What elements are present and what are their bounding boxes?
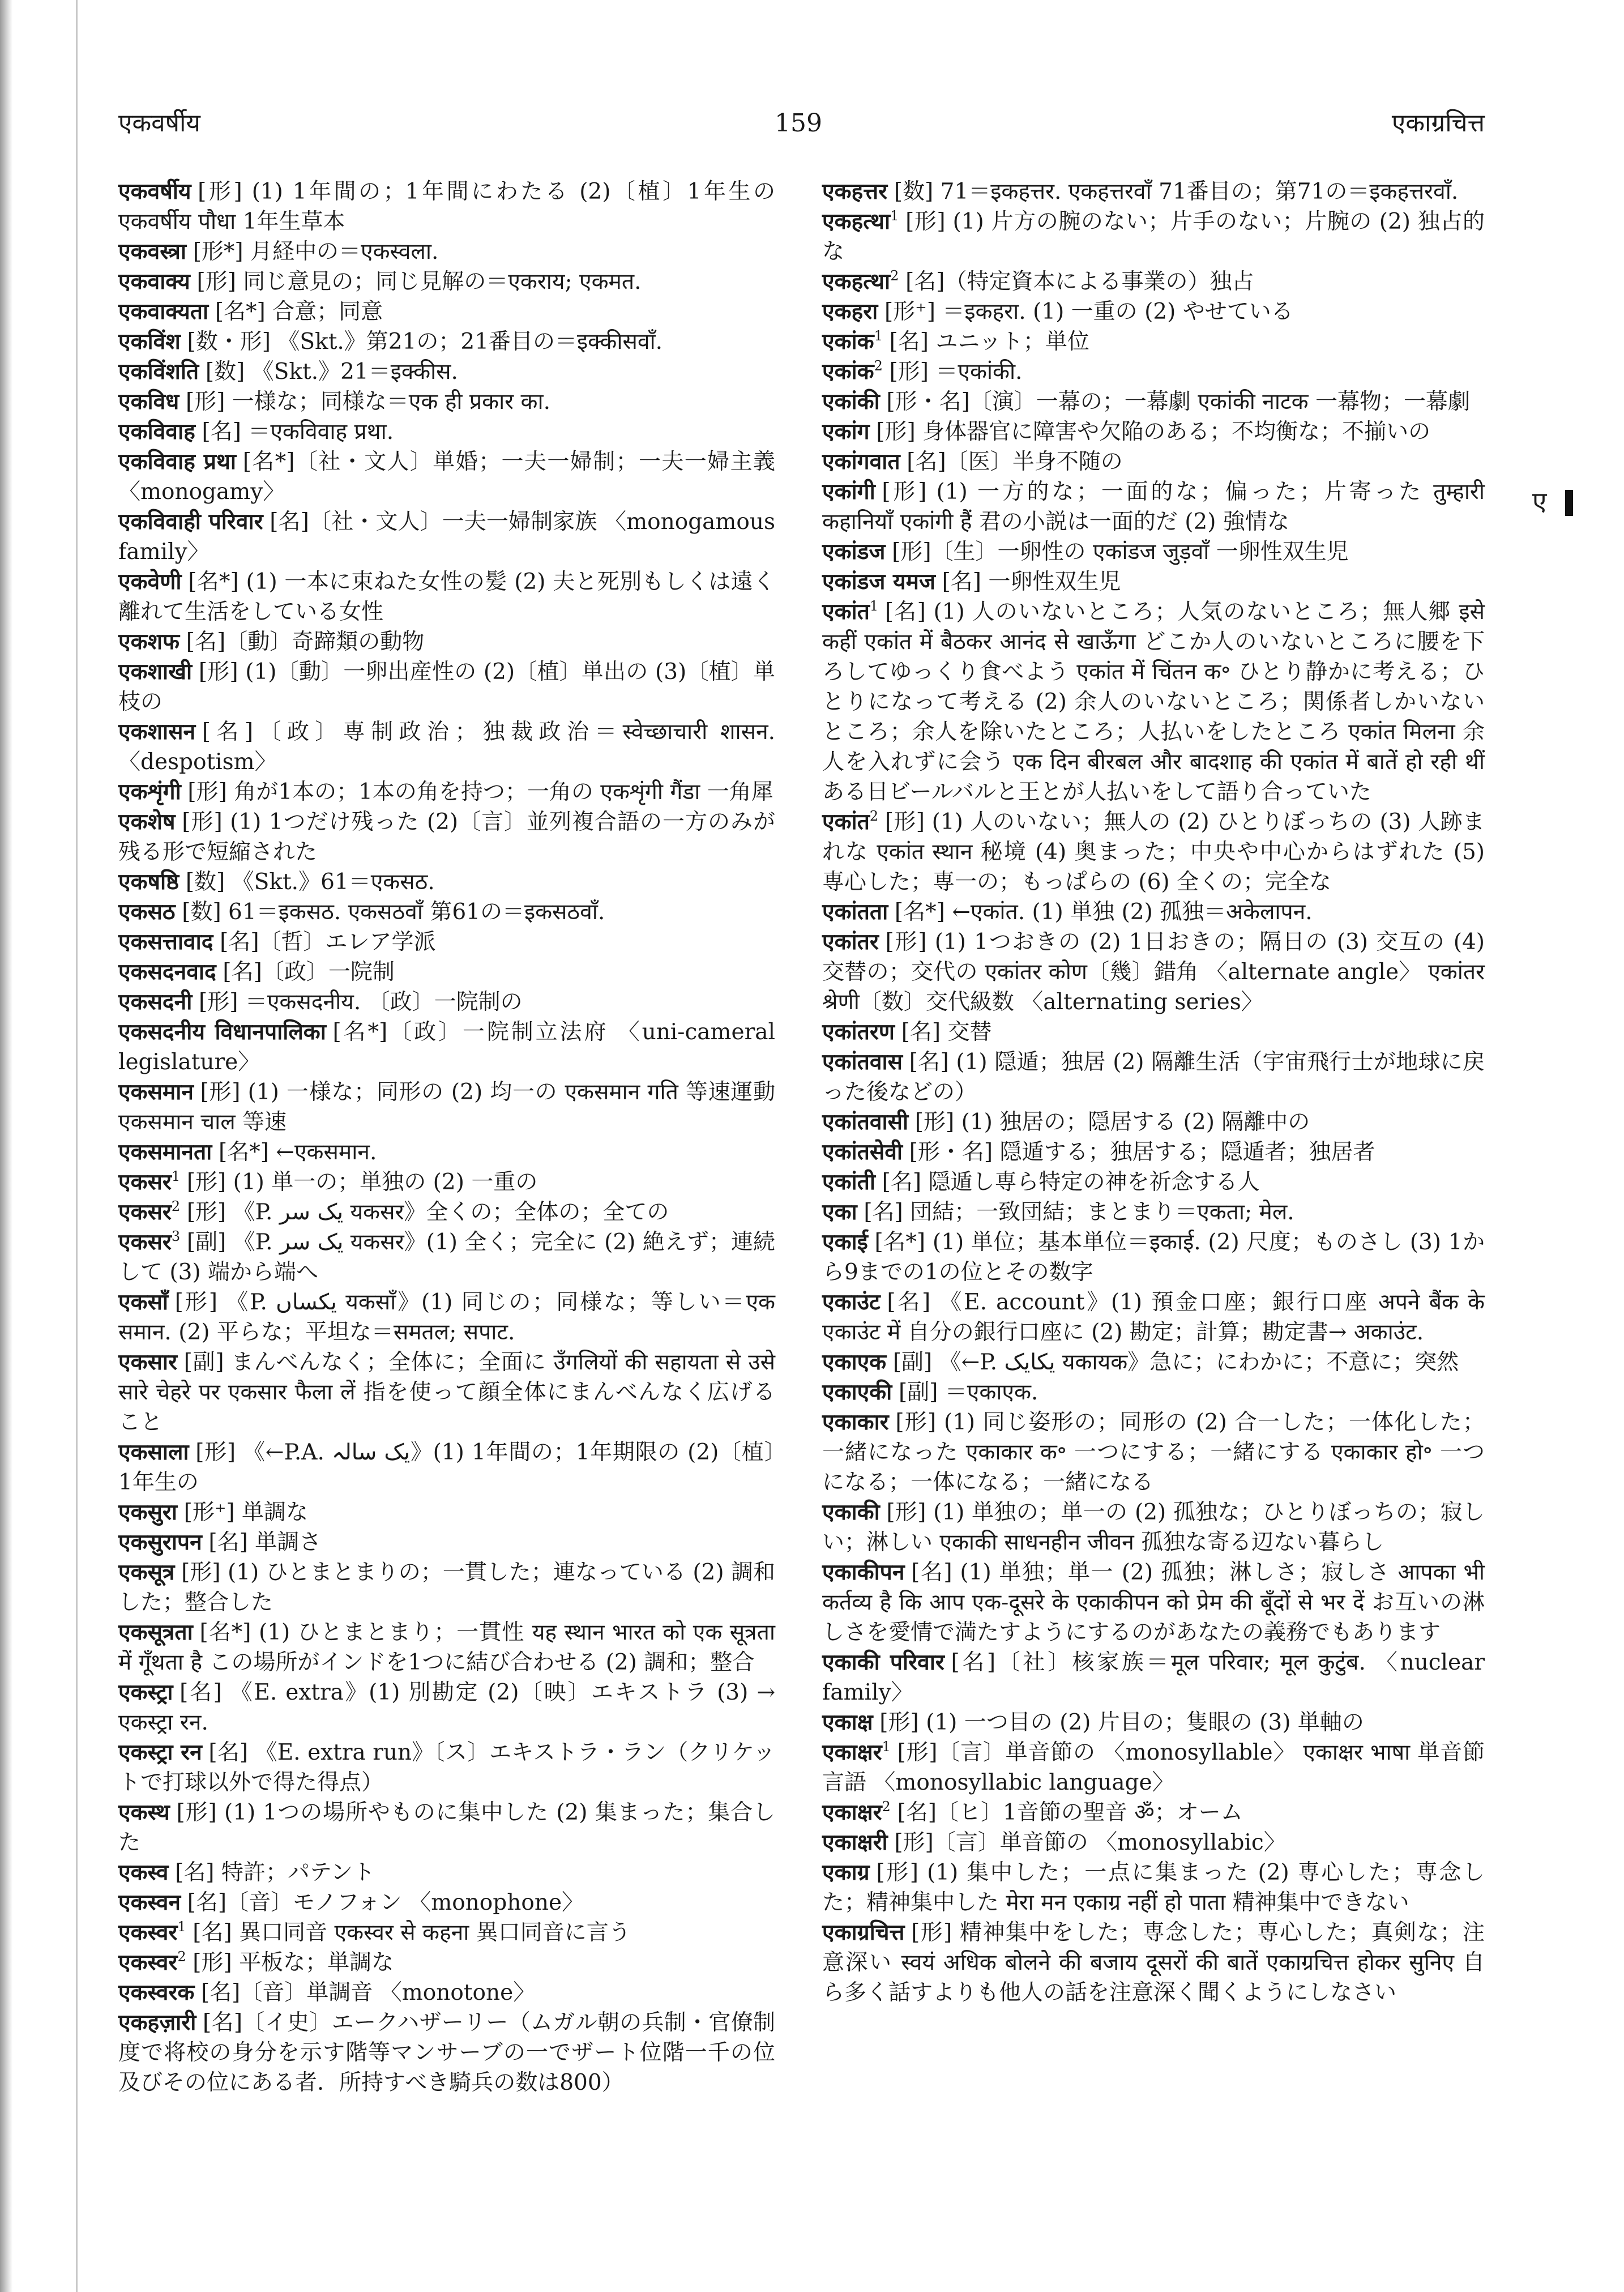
headword: एकसमानता [118,1139,212,1165]
headword: एकशृंगी [118,779,181,805]
headword: एकाकी [822,1500,880,1525]
homograph-number: 2 [874,358,883,374]
dictionary-entry [822,1227,1485,1287]
headword: एकसठ [118,899,176,925]
definition-text: [形] 《P. یک سر यकसर》全くの；全体の；全ての [186,1200,669,1225]
headword: एकांत [822,599,870,625]
homograph-number: 1 [869,598,879,614]
headword: एकाग्रचित्त [822,1920,905,1945]
dictionary-entry [822,477,1485,537]
dictionary-entry [822,417,1485,447]
dictionary-entry [118,957,775,987]
dictionary-entry [822,1858,1485,1918]
definition-text: [形] 同じ意見の；同じ見解の＝एकराय; एकमत. [196,269,642,294]
definition-text: [数・形] 《Skt.》第21の；21番目の＝इक्कीसवाँ. [187,329,663,355]
dictionary-entry [822,1918,1485,2008]
dictionary-entry [822,537,1485,567]
headword: एकाएक [822,1350,887,1375]
dictionary-entry [118,1197,775,1227]
headword: एकसर [118,1200,172,1225]
headword: एकांतर [822,929,879,955]
definition-text: [形] (1) 人のいない；無人の (2) ひとりぼっちの (3) 人跡まれな एकांत स्थान 秘境 (4) 奥まった；中央や中心からはずれた (5) 専心した；専一の；もっぱらの (6) 全くの；完全な [822,809,1485,895]
definition-text: [名*] (1) 一本に束ねた女性の髪 (2) 夫と死別もしくは遠く離れて生活をしている女性 [118,569,775,625]
definition-text: [名*] 合意；同意 [215,299,383,325]
headword: एकांतसेवी [822,1139,903,1165]
dictionary-entry [118,237,775,267]
homograph-number: 1 [882,1739,891,1755]
headword: एकांती [822,1170,875,1195]
definition-text: [形] 身体器官に障害や欠陥のある；不均衡な；不揃いの [876,419,1431,445]
dictionary-entry [118,927,775,957]
dictionary-entry [822,1287,1485,1347]
definition-text: [数] 71＝इकहत्तर. एकहत्तरवाँ 71番目の；第71の＝इकहत्तरवाँ. [894,179,1459,204]
dictionary-entry [822,1017,1485,1047]
dictionary-entry [822,1167,1485,1197]
dictionary-entry [822,1647,1485,1708]
dictionary-entry [118,1738,775,1798]
headword: एकाक्षरी [822,1830,888,1855]
headword: एकसूत्रता [118,1620,193,1645]
definition-text: [名] ＝एकविवाह प्रथा. [202,419,394,445]
dictionary-entry [822,1557,1485,1647]
headword: एकांतवासी [822,1109,909,1135]
headword: एकसाँ [118,1290,168,1315]
dictionary-entry [118,1167,775,1197]
dictionary-entry [118,1527,775,1557]
definition-text: [名] 団結；一致団結；まとまり＝एकता; मेल. [864,1200,1294,1225]
headword: एकसुरापन [118,1530,202,1555]
headword: एकसूत्र [118,1560,175,1585]
dictionary-entry [118,357,775,387]
dictionary-entry [118,807,775,867]
headword: एकविवाही परिवार [118,509,263,535]
definition-text: [形] 《←P.A. یک سالہ》(1) 1年間の；1年期限の (2)〔植〕1年生の [118,1440,775,1495]
page-binding-edge [76,0,78,2292]
headword: एकहत्तर [822,179,888,204]
dictionary-entry [822,927,1485,1017]
headword: एकाग्र [822,1860,870,1885]
headword: एकाएकी [822,1380,892,1405]
definition-text: [形] (1) 一様な；同形の (2) 均一の एकसमान गति 等速運動 एकसमान चाल 等速 [118,1079,775,1135]
definition-text: [副] まんべんなく；全体に；全面に उँगलियों की सहायता से उसे सारे चेहरे पर एकसार फैला लें 指を使って顔全体にまんべんなく広げること [118,1350,775,1435]
definition-text: [形] (1) 1年間の；1年間にわたる (2)〔植〕1年生の एकवर्षीय पौधा 1年生草本 [118,179,775,234]
headword: एकाकीपन [822,1560,905,1585]
homograph-number: 1 [874,328,883,344]
dictionary-entry [118,1497,775,1527]
definition-text: [形] (1) 独居の；隠居する (2) 隔離中の [914,1109,1310,1135]
definition-text: [名*] ←एकसमान. [218,1139,377,1165]
definition-text: [名*] ←एकांत. (1) 単独 (2) 孤独＝अकेलापन. [894,899,1313,925]
headword: एकविध [118,389,180,415]
definition-text: [名*] (1) 単位；基本単位＝इकाई. (2) 尺度；ものさし (3) 1から9までの1の位とその数字 [822,1230,1485,1285]
headword: एकविवाह [118,419,195,445]
headword: एकशेष [118,809,176,835]
dictionary-entry [118,177,775,237]
page-number: 159 [775,109,822,138]
definition-text: [名]〔社・文人〕一夫一婦制家族 〈monogamous family〉 [118,509,776,565]
dictionary-entry [822,1497,1485,1557]
dictionary-entry [118,1798,775,1858]
definition-text: [形] (1) 一つ目の (2) 片目の；隻眼の (3) 単軸の [879,1710,1364,1735]
dictionary-entry [822,357,1485,387]
dictionary-entry [118,1227,775,1287]
definition-text: [形] (1) 1つだけ残った (2)〔言〕並列複合語の一方のみが残る形で短縮された [118,809,775,865]
headword: एकवर्षीय [118,179,191,204]
dictionary-entry [118,1888,775,1918]
page-binding-shadow [0,0,12,2292]
definition-text: [名] ユニット；単位 [889,329,1089,355]
dictionary-entry [822,387,1485,417]
dictionary-entry [822,1107,1485,1137]
definition-text: [名*]〔社・文人〕単婚；一夫一婦制；一夫一婦主義 〈monogamy〉 [118,449,775,505]
definition-text: [名] 《E. account》(1) 預金口座；銀行口座 अपने बैंक के एकाउंट में 自分の銀行口座に (2) 勘定；計算；勘定書→ अकाउंट. [822,1290,1485,1345]
definition-text: [副] ＝एकाएक. [898,1380,1038,1405]
dictionary-entry [118,1678,775,1738]
dictionary-entry [118,1017,775,1077]
dictionary-entry [118,1137,775,1167]
homograph-number: 1 [890,208,899,224]
headword: एकसदनीय विधानपालिका [118,1019,326,1045]
definition-text: [名]〔社〕核家族＝मूल परिवार; मूल कुटुंब. 〈nuclear family〉 [822,1650,1485,1705]
definition-text: [形] 角が1本の；1本の角を持つ；一角の एकशृंगी गैंडा 一角犀 [187,779,773,805]
dictionary-entry [822,297,1485,327]
definition-text: [名]〔医〕半身不随の [907,449,1123,475]
headword: एकहरा [822,299,878,325]
definition-text: [数] 《Skt.》61＝एकसठ. [185,869,435,895]
definition-text: [形] (1) 集中した；一点に集まった (2) 専心した；専念した；精神集中した मेरा मन एकाग्र नहीं हो पाता 精神集中できない [822,1860,1485,1915]
headword: एकषष्ठि [118,869,180,895]
dictionary-entry [118,1858,775,1888]
headword: एकविंश [118,329,181,355]
headword: एकसदनवाद [118,959,216,985]
dictionary-entry [118,1287,775,1347]
definition-text: [名]〔政〕一院制 [223,959,395,985]
headword: एकाउंट [822,1290,881,1315]
thumb-index-letter: ए [1532,486,1547,517]
definition-text: [形] (1) ひとまとまりの；一貫した；連なっている (2) 調和した；整合した [118,1560,775,1615]
definition-text: [形] ＝एकसदनीय. 〔政〕一院制の [199,989,523,1015]
dictionary-entry [822,1828,1485,1858]
definition-text: [形]〔言〕単音節の 〈monosyllabic〉 [894,1830,1286,1855]
headword: एका [822,1200,857,1225]
definition-text: [形] (1) 単一の；単独の (2) 一重の [186,1170,538,1195]
headword: एकस्थ [118,1800,170,1825]
headword: एकविंशति [118,359,199,385]
guide-word-right: एकाग्रचित्त [1391,109,1485,138]
guide-word-left: एकवर्षीय [118,109,200,138]
homograph-number: 2 [890,268,899,284]
dictionary-entry [822,807,1485,897]
headword: एकस्वर [118,1950,178,1975]
headword: एकस्वर [118,1920,178,1945]
headword: एकांतवास [822,1049,903,1075]
left-column [118,177,775,2098]
headword: एकांगी [822,479,875,505]
definition-text: [名]〔音〕単調音 〈monotone〉 [200,1980,536,2005]
definition-text: [名] 単調さ [208,1530,322,1555]
dictionary-entry [118,987,775,1017]
dictionary-entry [822,1738,1485,1798]
dictionary-entry [118,417,775,447]
definition-text: [形] (1) 1つの場所やものに集中した (2) 集まった；集合した [118,1800,775,1855]
headword: एकांत [822,809,870,835]
definition-text: [形] (1) 片方の腕のない；片手のない；片腕の (2) 独占的な [822,209,1485,264]
headword: एकसमान [118,1079,194,1105]
dictionary-entry [822,207,1485,267]
definition-text: [形] (1) 単独の；単一の (2) 孤独な；ひとりぼっちの；寂しい；淋しい एकाकी साधनहीन जीवन 孤独な寄る辺ない暮らし [822,1500,1485,1555]
headword: एकांडज [822,539,886,565]
definition-text: [名]〔動〕奇蹄類の動物 [186,629,425,655]
definition-text: [名] (1) 単独；単一 (2) 孤独；淋しさ；寂しさ आपका भी कर्तव्य है कि आप एक-दूसरे के एकाकीपन को प्रेम की बूँदों से भर दें お互いの淋しさを愛情で満たすようにするのがあなたの義務でもあります [822,1560,1485,1645]
headword: एकस्व [118,1860,169,1885]
dictionary-entry [118,1557,775,1617]
definition-text: [名] 《E. extra》(1) 別勘定 (2)〔映〕エキストラ (3) → एकस्ट्रा रन. [118,1680,775,1735]
dictionary-entry [118,1948,775,1978]
headword: एकवेणी [118,569,182,595]
dictionary-entry [118,867,775,897]
definition-text: [形] ＝एकांकी. [889,359,1023,385]
definition-text: [名]〔ヒ〕1音節の聖音 ॐ；オーム [897,1800,1243,1825]
headword: एकसदनी [118,989,193,1015]
thumb-index-bar [1565,490,1573,516]
dictionary-entry [118,1077,775,1137]
definition-text: [名] 異口同音 एकस्वर से कहना 異口同音に言う [193,1920,631,1945]
definition-text: [形・名]〔演〕一幕の；一幕劇 एकांकी नाटक 一幕物；一幕劇 [886,389,1471,415]
definition-text: [形] 平板な；単調な [193,1950,394,1975]
homograph-number: 2 [177,1949,186,1965]
dictionary-entry [118,657,775,717]
headword: एकांडज यमज [822,569,935,595]
dictionary-entry [118,2008,775,2098]
dictionary-entry [118,507,775,567]
dictionary-entry [822,597,1485,807]
definition-text: [副] 《←P. یکایک यकायक》急に；にわかに；不意に；突然 [892,1350,1459,1375]
headword: एकसत्तावाद [118,929,213,955]
dictionary-entry [118,897,775,927]
dictionary-entry [822,1047,1485,1107]
headword: एकाकी परिवार [822,1650,945,1675]
definition-text: [名] 特許；パテント [175,1860,375,1885]
definition-text: [名]〔音〕モノフォン 〈monophone〉 [187,1890,584,1915]
headword: एकविवाह प्रथा [118,449,236,475]
definition-text: [形]〔生〕一卵性の एकांडज जुड़वाँ 一卵性双生児 [892,539,1349,565]
headword: एकाकार [822,1410,889,1435]
headword: एकाई [822,1230,868,1255]
homograph-number: 1 [177,1919,186,1935]
homograph-number: 2 [869,808,879,824]
definition-text: [副] 《P. یک سر यकसर》(1) 全く；完全に (2) 絶えず；連続して (3) 端から端へ [118,1230,775,1285]
definition-text: [名] 一卵性双生児 [942,569,1121,595]
headword: एकसार [118,1350,177,1375]
dictionary-entry [118,297,775,327]
headword: एकवाक्य [118,269,190,294]
definition-text: [形] (1) 一方的な；一面的な；偏った；片寄った तुम्हारी कहानियाँ एकांगी हैं 君の小説は一面的だ (2) 強情な [822,479,1485,535]
dictionary-entry [822,177,1485,207]
headword: एकशाखी [118,659,193,685]
definition-text: [形] (1)〔動〕一卵出産性の (2)〔植〕単出の (3)〔植〕単枝の [118,659,775,715]
headword: एकस्ट्रा [118,1680,173,1705]
dictionary-entry [118,267,775,297]
definition-text: [形] 一様な；同様な＝एक ही प्रकार का. [185,389,550,415]
headword: एकहत्था [822,269,891,294]
right-column [822,177,1485,2008]
dictionary-entry [822,267,1485,297]
dictionary-entry [118,327,775,357]
dictionary-entry [822,1137,1485,1167]
headword: एकाक्षर [822,1740,882,1765]
dictionary-entry [118,387,775,417]
headword: एकांक [822,359,874,385]
headword: एकवस्त्रा [118,239,187,264]
homograph-number: 2 [882,1799,891,1815]
definition-text: [形]〔言〕単音節の 〈monosyllable〉 एकाक्षर भाषा 単音節言語 〈monosyllabic language〉 [822,1740,1485,1795]
headword: एकांतरण [822,1019,895,1045]
dictionary-entry [822,897,1485,927]
definition-text: [名]〔政〕専制政治；独裁政治＝स्वेच्छाचारी शासन. 〈despotism〉 [118,719,775,775]
headword: एकहज़ारी [118,2010,196,2035]
headword: एकशासन [118,719,196,745]
headword: एकशफ [118,629,180,655]
homograph-number: 2 [171,1198,181,1214]
dictionary-entry [118,567,775,627]
dictionary-entry [822,1407,1485,1497]
definition-text: [形] 《P. یکساں यकसाँ》(1) 同じの；同様な；等しい＝एक समान. (2) 平らな；平坦な＝समतल; सपाट. [118,1290,775,1345]
headword: एकस्वन [118,1890,181,1915]
definition-text: [形] (1) 同じ姿形の；同形の (2) 合一した；一体化した；一緒になった एकाकार क॰ 一つにする；一緒にする एकाकार हो॰ 一つになる；一体になる；一緒になる [822,1410,1485,1495]
dictionary-entry [822,1347,1485,1377]
definition-text: [名]（特定資本による事業の）独占 [905,269,1254,294]
headword: एकहत्था [822,209,891,234]
homograph-number: 1 [171,1168,181,1184]
definition-text: [形・名] 隠遁する；独居する；隠遁者；独居者 [909,1139,1375,1165]
dictionary-entry [118,777,775,807]
headword: एकांग [822,419,870,445]
definition-text: [名] (1) 人のいないところ；人気のないところ；無人郷 इसे कहीं एकांत में बैठकर आनंद से खाऊँगा どこか人のいないところに腰を下ろしてゆっくり食べよう एकांत में चिंतन क॰ ひとり静かに考える；ひとりになって考える (2) 余人のいないところ；関係者しかいないところ；余人を除いたところ；人払いをしたところ एकांत मिलना 余人を入れずに会う एक दिन बीरबल और बादशाह की एकांत में बातें हो रही थीं ある日ビールバルと王とが人払いをして語り合っていた [822,599,1485,805]
headword: एकसर [118,1230,172,1255]
definition-text: [形] 精神集中をした；専念した；専心した；真剣な；注意深い स्वयं अधिक बोलने की बजाय दूसरों की बातें एकाग्रचित्त होकर सुनिए 自ら多く話すよりも他人の話を注意深く聞くようにしなさい [822,1920,1485,2005]
definition-text: [数] 61＝इकसठ. एकसठवाँ 第61の＝इकसठवाँ. [182,899,605,925]
definition-text: [形] (1) 1つおきの (2) 1日おきの；隔日の (3) 交互の (4) 交替の；交代の एकांतर कोण〔幾〕錯角 〈alternate angle〉 एकांतर श्रेणी〔数〕交代級数 〈alternating series〉 [822,929,1485,1015]
definition-text: [名] 《E. extra run》〔ス〕エキストラ・ラン（クリケットで打球以外で得た得点） [118,1740,775,1795]
headword: एकांतता [822,899,888,925]
dictionary-entry [118,1978,775,2008]
definition-text: [名] (1) 隠遁；独居 (2) 隔離生活（宇宙飛行士が地球に戻った後などの） [822,1049,1485,1105]
dictionary-entry [822,1197,1485,1227]
definition-text: [形⁺] ＝इकहरा. (1) 一重の (2) やせている [884,299,1293,325]
definition-text: [数] 《Skt.》21＝इक्कीस. [205,359,458,385]
dictionary-entry [118,1347,775,1437]
dictionary-entry [822,327,1485,357]
headword: एकाक्षर [822,1800,882,1825]
definition-text: [形*] 月経中の＝एकस्वला. [193,239,439,264]
headword: एकवाक्यता [118,299,209,325]
dictionary-entry [118,447,775,507]
headword: एकस्वरक [118,1980,195,2005]
dictionary-entry [822,1377,1485,1407]
definition-text: [名]〔イ史〕エークハザーリー（ムガル朝の兵制・官僚制度で将校の身分を示す階等マンサーブの一でザート位階一千の位及びその位にある者．所持すべき騎兵の数は800） [118,2010,775,2095]
dictionary-entry [118,1437,775,1497]
headword: एकाक्ष [822,1710,873,1735]
dictionary-entry [118,717,775,777]
homograph-number: 3 [171,1228,181,1244]
definition-text: [名] 交替 [901,1019,992,1045]
headword: एकस्ट्रा रन [118,1740,202,1765]
headword: एकसाला [118,1440,189,1465]
dictionary-entry [822,447,1485,477]
definition-text: [名*]〔政〕一院制立法府 〈uni-cameral legislature〉 [118,1019,775,1075]
headword: एकांगवात [822,449,900,475]
definition-text: [名*] (1) ひとまとまり；一貫性 यह स्थान भारत को एक सूत्रता में गूँथता है この場所がインドを1つに結び合わせる (2) 調和；整合 [118,1620,775,1675]
headword: एकांकी [822,389,880,415]
definition-text: [名] 隠遁し専ら特定の神を祈念する人 [882,1170,1260,1195]
dictionary-entry [118,1918,775,1948]
dictionary-entry [118,627,775,657]
dictionary-entry [822,1798,1485,1828]
headword: एकसर [118,1170,172,1195]
headword: एकसुरा [118,1500,177,1525]
headword: एकांक [822,329,874,355]
dictionary-entry [118,1617,775,1678]
definition-text: [形⁺] 単調な [183,1500,309,1525]
definition-text: [名]〔哲〕エレア学派 [220,929,436,955]
dictionary-entry [822,1708,1485,1738]
dictionary-entry [822,567,1485,597]
